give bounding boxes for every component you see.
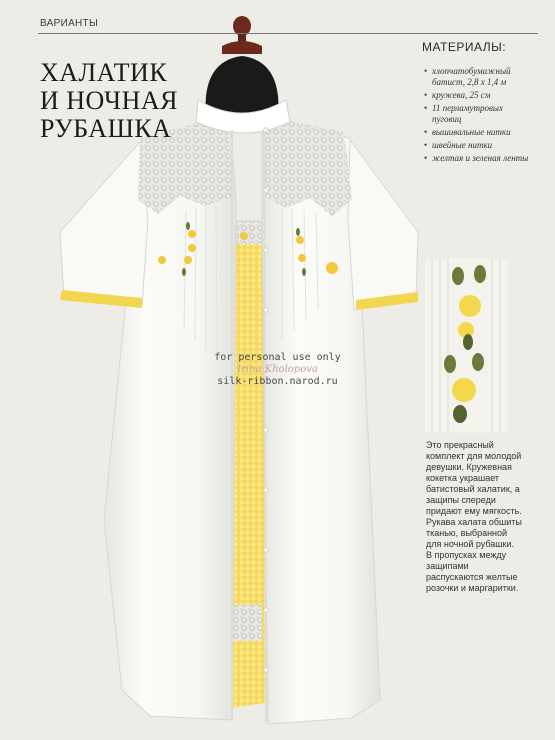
materials-item: • кружева, 25 см [424, 90, 534, 101]
materials-item: • хлопчатобумажный батист, 2,8 х 1,4 м [424, 66, 534, 88]
inset-embroidery-photo [425, 258, 508, 433]
title-line: РУБАШКА [40, 114, 172, 144]
watermark-signature: Irina Kholopova [237, 364, 318, 375]
materials-item: • 11 перламутровых пуговиц [424, 103, 534, 125]
description-text [426, 440, 522, 594]
materials-item: • швейные нитки [424, 140, 534, 151]
section-label: ВАРИАНТЫ [40, 18, 99, 29]
watermark-url: silk-ribbon.narod.ru [217, 376, 338, 387]
materials-heading: МАТЕРИАЛЫ: [422, 40, 507, 54]
materials-item: • желтая и зеленая ленты [424, 153, 534, 164]
materials-item: • вышивальные нитки [424, 127, 534, 138]
materials-list [424, 66, 534, 166]
description-paragraph: Это прекрасный комплект для молодой девушки. Кружевная кокетка украшает батистовый халатик, а защипы спереди придают ему мягкость. Рукава халата обшиты тканью, выбранной для ночной рубашки. В пропусках между защипами распускаются желтые розочки и маргаритки. [426, 440, 522, 593]
nightgown-lace-band-top [232, 220, 262, 244]
section-divider [38, 33, 538, 34]
title-line: И НОЧНАЯ [40, 86, 178, 116]
page-title [40, 59, 240, 143]
title-line: ХАЛАТИК [40, 58, 168, 88]
watermark-line: for personal use only [214, 352, 341, 363]
